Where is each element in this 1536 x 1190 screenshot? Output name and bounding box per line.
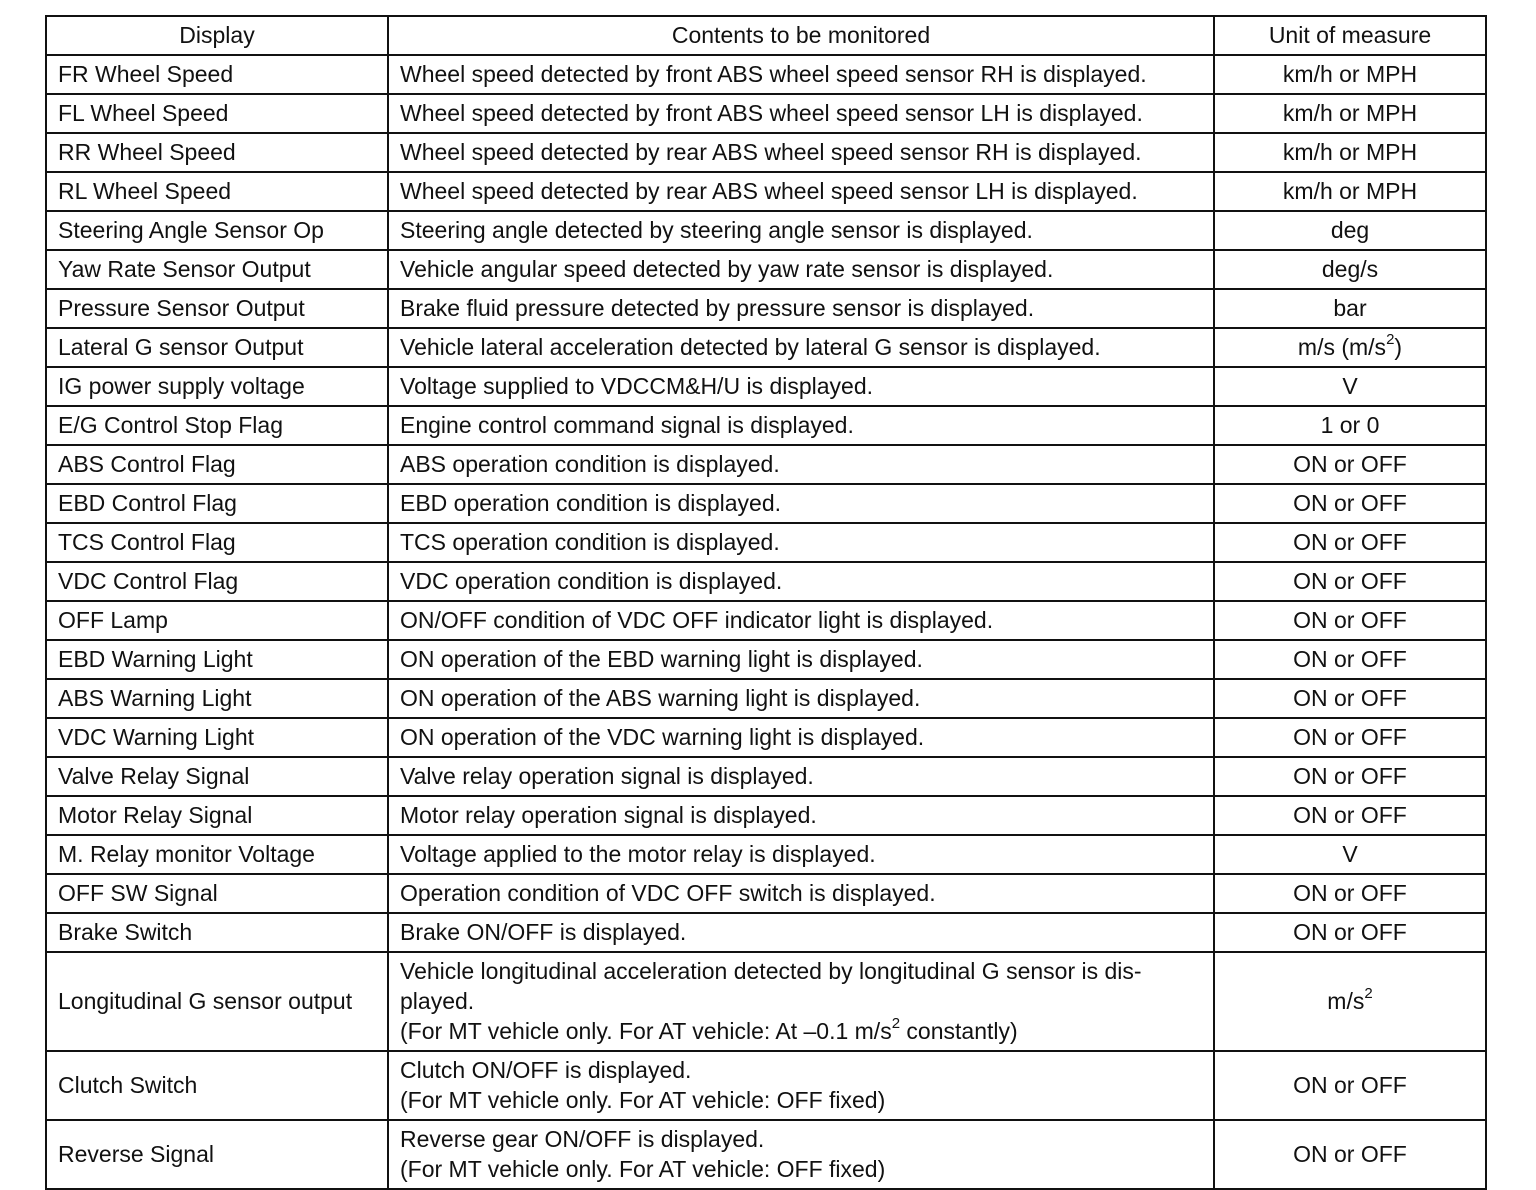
unit-cell: km/h or MPH [1214, 133, 1486, 172]
table-row [46, 94, 1486, 133]
contents-line: Vehicle longitudinal acceleration detected by longitudinal G sensor is dis- [400, 958, 1142, 984]
display-cell: RL Wheel Speed [46, 172, 388, 211]
contents-cell [388, 757, 1214, 796]
table-row [46, 601, 1486, 640]
display-cell: OFF SW Signal [46, 874, 388, 913]
contents-line: VDC operation condition is displayed. [400, 568, 783, 594]
display-cell: Steering Angle Sensor Op [46, 211, 388, 250]
contents-line: (For MT vehicle only. For AT vehicle: At –0.1 $m/s^2$ constantly) [400, 1015, 1018, 1044]
contents-line: ON operation of the VDC warning light is displayed. [400, 724, 925, 750]
contents-line: (For MT vehicle only. For AT vehicle: OFF fixed) [400, 1087, 886, 1113]
display-cell: ABS Warning Light [46, 679, 388, 718]
contents-line: Wheel speed detected by front ABS wheel speed sensor LH is displayed. [400, 100, 1143, 126]
contents-cell [388, 328, 1214, 367]
display-cell: OFF Lamp [46, 601, 388, 640]
contents-line: Operation condition of VDC OFF switch is displayed. [400, 880, 936, 906]
contents-line: Valve relay operation signal is displayed. [400, 763, 814, 789]
contents-line: Voltage supplied to VDCCM&H/U is displayed. [400, 373, 874, 399]
display-cell: Pressure Sensor Output [46, 289, 388, 328]
contents-cell [388, 55, 1214, 94]
display-cell: EBD Warning Light [46, 640, 388, 679]
contents-line: Wheel speed detected by rear ABS wheel speed sensor RH is displayed. [400, 139, 1142, 165]
contents-cell [388, 406, 1214, 445]
contents-cell [388, 445, 1214, 484]
superscript: 2 [1364, 985, 1373, 1003]
contents-cell [388, 718, 1214, 757]
contents-cell [388, 601, 1214, 640]
unit-cell: V [1214, 367, 1486, 406]
table-row [46, 835, 1486, 874]
unit-cell: ON or OFF [1214, 562, 1486, 601]
contents-line: Brake ON/OFF is displayed. [400, 919, 687, 945]
unit-cell: ON or OFF [1214, 523, 1486, 562]
unit-cell: km/h or MPH [1214, 55, 1486, 94]
contents-line: Engine control command signal is displayed. [400, 412, 854, 438]
table-row [46, 640, 1486, 679]
table-row [46, 1120, 1486, 1189]
contents-cell [388, 484, 1214, 523]
display-cell: Brake Switch [46, 913, 388, 952]
display-cell: Motor Relay Signal [46, 796, 388, 835]
table-row [46, 172, 1486, 211]
table-row [46, 718, 1486, 757]
contents-cell [388, 562, 1214, 601]
header-display: Display [46, 16, 388, 55]
display-cell: E/G Control Stop Flag [46, 406, 388, 445]
contents-cell [388, 874, 1214, 913]
contents-line: (For MT vehicle only. For AT vehicle: OFF fixed) [400, 1156, 886, 1182]
display-cell: Longitudinal G sensor output [46, 952, 388, 1051]
contents-cell [388, 1120, 1214, 1189]
header-contents: Contents to be monitored [388, 16, 1214, 55]
display-cell: RR Wheel Speed [46, 133, 388, 172]
contents-line: Vehicle angular speed detected by yaw rate sensor is displayed. [400, 256, 1054, 282]
superscript: 2 [891, 1015, 901, 1033]
contents-cell [388, 523, 1214, 562]
display-cell: Yaw Rate Sensor Output [46, 250, 388, 289]
contents-line: TCS operation condition is displayed. [400, 529, 780, 555]
contents-line: Voltage applied to the motor relay is displayed. [400, 841, 876, 867]
display-cell: ABS Control Flag [46, 445, 388, 484]
unit-cell: ON or OFF [1214, 874, 1486, 913]
unit-cell: ON or OFF [1214, 1120, 1486, 1189]
unit-cell: $m/s^2$ [1214, 952, 1486, 1051]
header-unit: Unit of measure [1214, 16, 1486, 55]
contents-cell [388, 172, 1214, 211]
unit-cell: ON or OFF [1214, 484, 1486, 523]
contents-line: ABS operation condition is displayed. [400, 451, 780, 477]
contents-cell [388, 250, 1214, 289]
table-row [46, 679, 1486, 718]
contents-line: Wheel speed detected by rear ABS wheel speed sensor LH is displayed. [400, 178, 1138, 204]
contents-line: ON operation of the EBD warning light is displayed. [400, 646, 923, 672]
table-row [46, 445, 1486, 484]
table-row [46, 523, 1486, 562]
table-header [46, 16, 1486, 55]
unit-cell: ON or OFF [1214, 445, 1486, 484]
contents-cell [388, 211, 1214, 250]
table-row [46, 328, 1486, 367]
display-cell: Clutch Switch [46, 1051, 388, 1120]
display-cell: FR Wheel Speed [46, 55, 388, 94]
unit-cell: ON or OFF [1214, 718, 1486, 757]
unit-cell: bar [1214, 289, 1486, 328]
table-row [46, 874, 1486, 913]
contents-line: Reverse gear ON/OFF is displayed. [400, 1126, 765, 1152]
table-row [46, 289, 1486, 328]
unit-cell: ON or OFF [1214, 640, 1486, 679]
contents-line: EBD operation condition is displayed. [400, 490, 782, 516]
unit-cell: ON or OFF [1214, 796, 1486, 835]
unit-cell: ON or OFF [1214, 757, 1486, 796]
display-cell: IG power supply voltage [46, 367, 388, 406]
table-row [46, 250, 1486, 289]
table-row [46, 757, 1486, 796]
contents-cell [388, 640, 1214, 679]
contents-cell [388, 133, 1214, 172]
table-row [46, 796, 1486, 835]
display-cell: Valve Relay Signal [46, 757, 388, 796]
contents-cell [388, 367, 1214, 406]
display-cell: EBD Control Flag [46, 484, 388, 523]
contents-cell [388, 913, 1214, 952]
unit-cell: V [1214, 835, 1486, 874]
contents-line: Brake fluid pressure detected by pressure sensor is displayed. [400, 295, 1035, 321]
table-body [46, 55, 1486, 1189]
unit-cell: 1 or 0 [1214, 406, 1486, 445]
contents-line: Wheel speed detected by front ABS wheel speed sensor RH is displayed. [400, 61, 1147, 87]
contents-cell [388, 835, 1214, 874]
unit-cell: ON or OFF [1214, 1051, 1486, 1120]
contents-line: Clutch ON/OFF is displayed. [400, 1057, 692, 1083]
table-row [46, 55, 1486, 94]
display-cell: Reverse Signal [46, 1120, 388, 1189]
contents-cell [388, 1051, 1214, 1120]
contents-cell [388, 94, 1214, 133]
display-cell: VDC Control Flag [46, 562, 388, 601]
unit-cell: km/h or MPH [1214, 94, 1486, 133]
contents-cell [388, 679, 1214, 718]
header-row [46, 16, 1486, 55]
unit-cell: ON or OFF [1214, 913, 1486, 952]
table-row [46, 133, 1486, 172]
unit-cell: ON or OFF [1214, 679, 1486, 718]
unit-cell: m/s $(m/s^2)$ [1214, 328, 1486, 367]
superscript: 2 [1386, 331, 1395, 349]
display-cell: M. Relay monitor Voltage [46, 835, 388, 874]
table-row [46, 562, 1486, 601]
contents-line: Motor relay operation signal is displayed. [400, 802, 817, 828]
contents-line: ON/OFF condition of VDC OFF indicator light is displayed. [400, 607, 994, 633]
display-cell: VDC Warning Light [46, 718, 388, 757]
display-cell: Lateral G sensor Output [46, 328, 388, 367]
contents-cell [388, 796, 1214, 835]
contents-line: Steering angle detected by steering angle sensor is displayed. [400, 217, 1033, 243]
table-row [46, 406, 1486, 445]
table-row [46, 367, 1486, 406]
contents-cell [388, 289, 1214, 328]
display-cell: TCS Control Flag [46, 523, 388, 562]
unit-cell: deg/s [1214, 250, 1486, 289]
table-row [46, 484, 1486, 523]
contents-line: played. [400, 988, 475, 1014]
contents-cell [388, 952, 1214, 1051]
unit-cell: ON or OFF [1214, 601, 1486, 640]
monitor-item-table [45, 15, 1487, 1190]
contents-line: Vehicle lateral acceleration detected by lateral G sensor is displayed. [400, 334, 1101, 360]
table-row [46, 211, 1486, 250]
display-cell: FL Wheel Speed [46, 94, 388, 133]
unit-cell: km/h or MPH [1214, 172, 1486, 211]
table-row [46, 952, 1486, 1051]
table-row [46, 913, 1486, 952]
contents-line: ON operation of the ABS warning light is displayed. [400, 685, 921, 711]
table-row [46, 1051, 1486, 1120]
unit-cell: deg [1214, 211, 1486, 250]
